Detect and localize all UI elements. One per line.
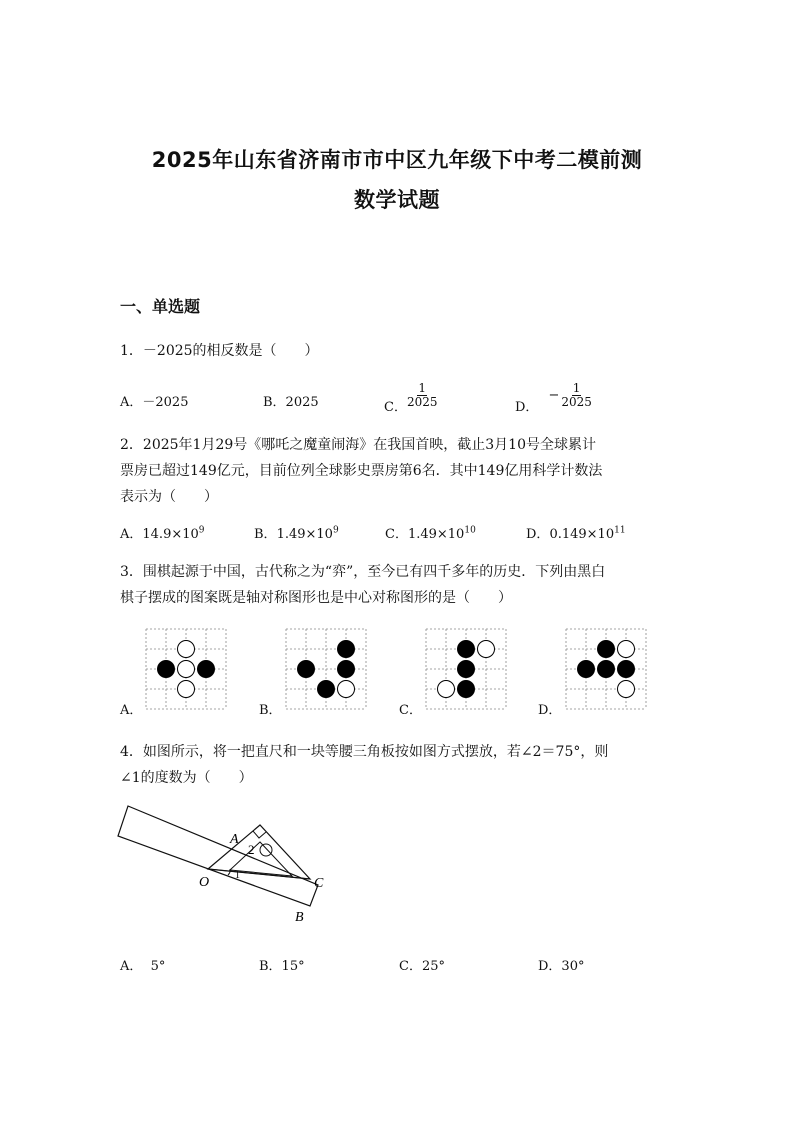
q1-option-c-fraction <box>407 382 438 409</box>
q2-option-d <box>526 523 626 542</box>
ruler-triangle-figure <box>110 800 350 935</box>
q1-option-a: A．－2025 <box>120 395 189 410</box>
q2-b-label: B． <box>254 527 277 542</box>
q2-option-a <box>120 523 205 542</box>
black-stone <box>318 681 335 698</box>
label-o: O <box>199 875 210 890</box>
exam-title-line1: 2025年山东省济南市市中区九年级下中考二模前测 <box>151 148 643 172</box>
question-2-stem <box>120 432 680 510</box>
q2-line-2: 票房已超过149亿元，目前位列全球影史票房第6名．其中149亿用科学计数法 <box>120 463 603 479</box>
q2-c-base: 1.49×10 <box>407 527 465 542</box>
label-c: C <box>314 876 324 891</box>
hole-circle <box>260 844 272 856</box>
section-heading: 一、单选题 <box>120 297 201 316</box>
black-stone <box>338 661 355 678</box>
q2-line-3: 表示为（ ） <box>120 489 218 505</box>
q2-a-exponent: 9 <box>198 525 205 536</box>
q3-option-d-label: D． <box>538 703 562 718</box>
q1-d-numerator: 1 <box>572 381 581 395</box>
q3-line-2: 棋子摆成的图案既是轴对称图形也是中心对称图形的是（ ） <box>120 590 512 606</box>
q3-option-a-label: A． <box>120 703 143 718</box>
label-a: A <box>230 832 239 847</box>
black-stone <box>458 641 475 658</box>
black-stone <box>338 641 355 658</box>
q4-option-c: C．25° <box>399 959 445 974</box>
go-board-d <box>562 627 650 713</box>
label-angle-2: 2 <box>248 842 255 857</box>
question-1-stem: 1．－2025的相反数是（ ） <box>120 343 319 359</box>
q4-line-2: ∠1的度数为（ ） <box>120 770 253 786</box>
q1-option-c <box>384 382 438 415</box>
black-stone <box>198 661 215 678</box>
q3-option-b-label: B． <box>259 703 282 718</box>
q2-line-1: 2．2025年1月29号《哪吒之魔童闹海》在我国首映，截止3月10号全球累计 <box>120 437 596 453</box>
q1-option-d-label: D． <box>515 400 539 415</box>
exam-title-line2: 数学试题 <box>354 188 440 212</box>
q1-option-d-fraction <box>561 382 592 409</box>
q2-d-label: D． <box>526 527 550 542</box>
q4-option-a: A． 5° <box>120 959 166 974</box>
black-stone <box>458 681 475 698</box>
go-board-c <box>422 627 510 713</box>
q1-d-denominator: 2025 <box>561 395 592 409</box>
q1-option-d <box>515 382 592 415</box>
q2-b-exponent: 9 <box>332 525 339 536</box>
q3-option-c-label: C． <box>399 703 422 718</box>
q4-line-1: 4．如图所示，将一把直尺和一块等腰三角板按如图方式摆放，若∠2＝75°，则 <box>120 744 609 760</box>
label-angle-1: 1 <box>235 870 240 881</box>
q2-d-base: 0.149×10 <box>549 527 615 542</box>
black-stone <box>298 661 315 678</box>
white-stone <box>438 681 455 698</box>
q1-option-b: B．2025 <box>263 395 319 410</box>
q2-c-label: C． <box>385 527 408 542</box>
q2-option-b <box>254 523 339 542</box>
q2-b-base: 1.49×10 <box>276 527 333 542</box>
q1-c-denominator: 2025 <box>406 395 438 409</box>
white-stone <box>178 681 195 698</box>
q4-option-b: B．15° <box>259 959 305 974</box>
question-3-stem <box>120 559 680 611</box>
q1-option-c-label: C． <box>384 400 407 415</box>
right-angle-mark <box>253 831 266 838</box>
white-stone <box>178 661 195 678</box>
go-board-b <box>282 627 370 713</box>
black-stone <box>158 661 175 678</box>
black-stone <box>578 661 595 678</box>
go-board-a <box>142 627 230 713</box>
q3-line-1: 3．围棋起源于中国，古代称之为“弈”，至今已有四千多年的历史．下列由黑白 <box>120 564 606 580</box>
q2-a-label: A． <box>120 527 143 542</box>
q2-a-base: 14.9×10 <box>142 527 199 542</box>
white-stone <box>618 681 635 698</box>
q2-d-exponent: 11 <box>614 525 626 536</box>
q1-c-numerator: 1 <box>418 381 427 395</box>
white-stone <box>478 641 495 658</box>
q1-d-sign: − <box>548 388 560 403</box>
q2-c-exponent: 10 <box>464 525 476 536</box>
q2-option-c <box>385 523 476 542</box>
question-4-stem <box>120 739 680 791</box>
white-stone <box>618 641 635 658</box>
angle-1-arc <box>228 869 230 875</box>
black-stone <box>458 661 475 678</box>
black-stone <box>598 641 615 658</box>
label-b: B <box>295 910 304 925</box>
black-stone <box>598 661 615 678</box>
white-stone <box>338 681 355 698</box>
white-stone <box>178 641 195 658</box>
black-stone <box>618 661 635 678</box>
q4-option-d: D．30° <box>538 959 585 974</box>
